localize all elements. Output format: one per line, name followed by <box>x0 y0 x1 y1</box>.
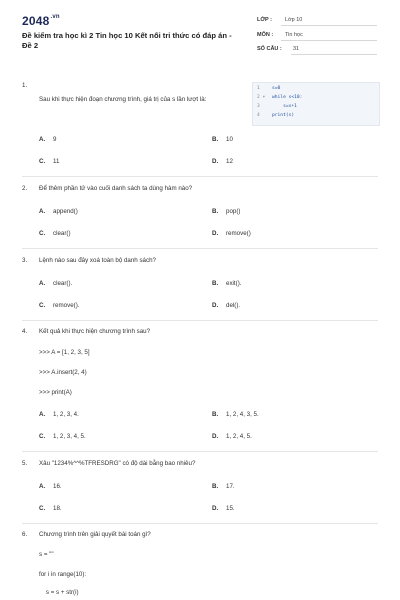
divider <box>22 451 378 452</box>
code-line: print(s) <box>272 113 295 118</box>
question-4-code-line: >>> print(A) <box>39 389 72 396</box>
meta-subject-value: Tin học <box>285 32 303 38</box>
question-6-text: Chương trình trên giải quyết bài toán gì? <box>39 531 151 538</box>
code-line-number: 2 ▾ <box>257 95 266 100</box>
meta-subject <box>257 31 377 41</box>
option-4a[interactable]: A. 1, 2, 3, 4. <box>39 411 79 418</box>
question-4-number: 4. <box>22 328 28 335</box>
meta-count-value: 31 <box>293 46 300 52</box>
option-2d[interactable]: D. remove() <box>212 230 251 237</box>
code-block <box>252 82 380 126</box>
option-3b[interactable]: B. exit(). <box>212 280 242 287</box>
option-3d[interactable]: D. del(). <box>212 302 241 309</box>
code-line: s=0 <box>272 86 281 91</box>
question-3-text: Lệnh nào sau đây xoá toàn bộ danh sách? <box>39 257 156 264</box>
meta-count-label: SỐ CÂU : <box>257 46 282 52</box>
page-title: Đề kiểm tra học kì 2 Tin học 10 Kết nối tri thức có đáp án - Đề 2 <box>22 31 232 50</box>
option-1a[interactable]: A. 9 <box>39 136 57 143</box>
divider <box>22 320 378 321</box>
divider <box>22 523 378 524</box>
question-6-code-line: for i in range(10): <box>39 571 87 578</box>
code-line-number: 3 <box>257 104 260 109</box>
option-5b[interactable]: B. 17. <box>212 483 235 490</box>
question-5-text: Xâu "1234%^^%TFRESDRG" có độ dài bằng bao nhiêu? <box>39 460 196 467</box>
divider <box>281 40 377 41</box>
option-5d[interactable]: D. 15. <box>212 505 235 512</box>
option-4d[interactable]: D. 1, 2, 4, 5. <box>212 433 252 440</box>
option-5c[interactable]: C. 18. <box>39 505 62 512</box>
question-6-number: 6. <box>22 531 28 538</box>
divider <box>22 248 378 249</box>
meta-question-count <box>257 45 377 55</box>
option-1b[interactable]: B. 10 <box>212 136 233 143</box>
meta-subject-label: MÔN : <box>257 32 274 38</box>
question-4-code-line: >>> A.insert(2, 4) <box>39 369 87 376</box>
question-4-text: Kết quả khi thực hiện chương trình sau? <box>39 328 151 335</box>
code-line: s=s+1 <box>272 104 297 109</box>
divider <box>281 25 377 26</box>
code-line-number: 1 <box>257 86 260 91</box>
option-2c[interactable]: C. clear() <box>39 230 71 237</box>
divider <box>291 54 377 55</box>
site-logo[interactable]: $2048^{.vn}$ <box>22 14 60 28</box>
option-5a[interactable]: A. 16. <box>39 483 62 490</box>
meta-grade-label: LỚP : <box>257 17 272 23</box>
option-2b[interactable]: B. pop() <box>212 208 241 215</box>
question-2-number: 2. <box>22 185 28 192</box>
question-2-text: Để thêm phần tử vào cuối danh sách ta dùng hàm nào? <box>39 185 193 192</box>
option-1d[interactable]: D. 12 <box>212 158 233 165</box>
option-1c[interactable]: C. 11 <box>39 158 60 165</box>
question-1-text: Sau khi thực hiện đoạn chương trình, giá trị của s lần lượt là: <box>39 96 207 103</box>
question-5-number: 5. <box>22 460 28 467</box>
option-2a[interactable]: A. append() <box>39 208 78 215</box>
option-3a[interactable]: A. clear(). <box>39 280 73 287</box>
question-6-code-line: s = "" <box>39 551 54 558</box>
option-4c[interactable]: C. 1, 2, 3, 4, 5. <box>39 433 86 440</box>
option-4b[interactable]: B. 1, 2, 4, 3, 5. <box>212 411 259 418</box>
code-line-number: 4 <box>257 113 260 118</box>
question-6-code-line: s = s + str(i) <box>39 589 79 596</box>
document-header <box>0 0 400 70</box>
question-3-number: 3. <box>22 257 28 264</box>
option-3c[interactable]: C. remove(). <box>39 302 80 309</box>
meta-grade-value: Lớp 10 <box>285 17 303 23</box>
question-1-number: 1. <box>22 82 28 89</box>
code-line: while s<10: <box>272 95 303 100</box>
question-4-code-line: >>> A = [1, 2, 3, 5] <box>39 349 90 356</box>
divider <box>22 176 378 177</box>
meta-grade <box>257 16 377 26</box>
